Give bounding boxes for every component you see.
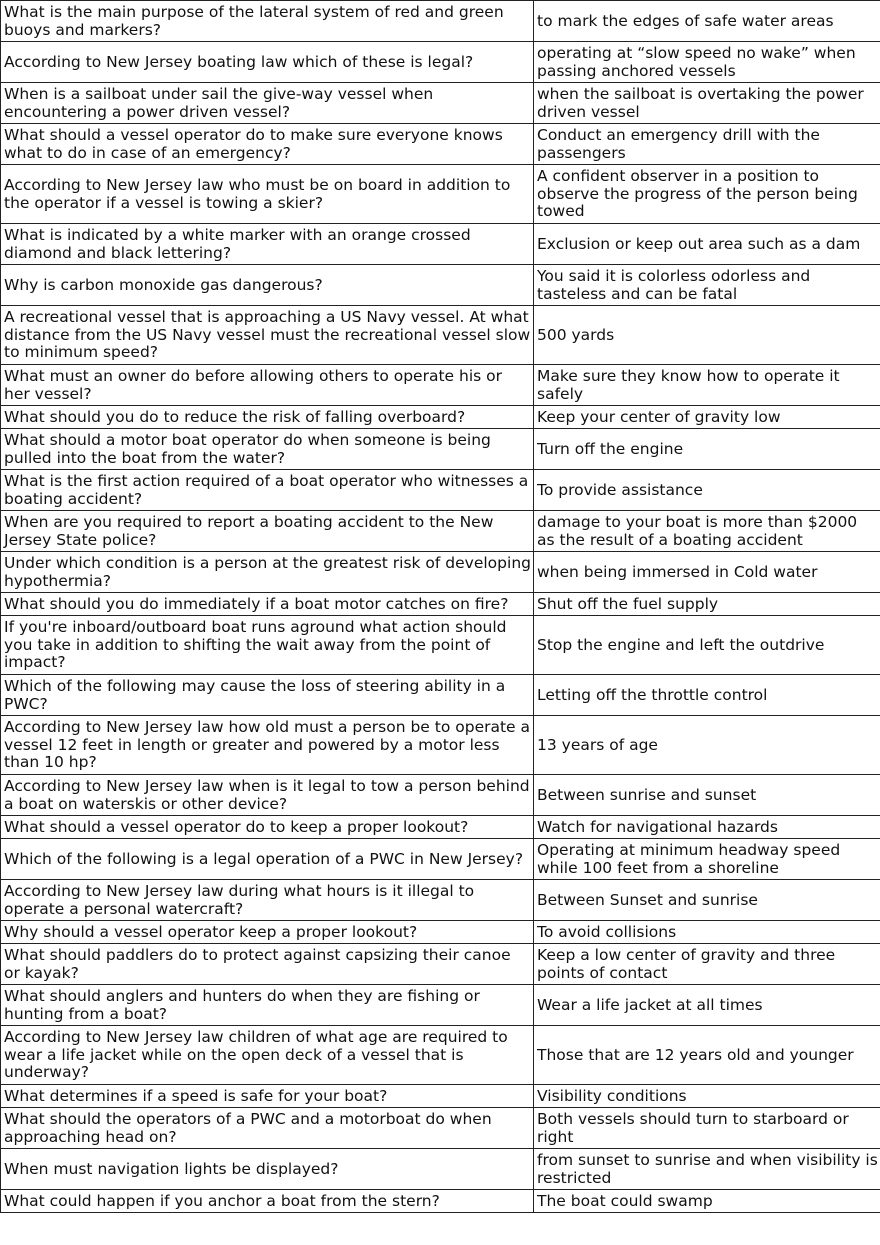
table-row [1,839,880,880]
table-row [1,83,880,124]
table-row [1,552,880,593]
question-cell: Why is carbon monoxide gas dangerous? [1,265,534,306]
table-row [1,306,880,365]
answer-cell: Stop the engine and left the outdrive [534,616,880,675]
table-row [1,880,880,921]
table-row [1,429,880,470]
answer-cell: To provide assistance [534,470,880,511]
table-row [1,944,880,985]
question-cell: What should a vessel operator do to make sure everyone knows what to do in case of an emergency? [1,124,534,165]
question-cell: What should you do to reduce the risk of falling overboard? [1,406,534,429]
question-cell: According to New Jersey boating law which of these is legal? [1,42,534,83]
question-cell: What is the first action required of a boat operator who witnesses a boating accident? [1,470,534,511]
table-row [1,716,880,775]
question-cell: What could happen if you anchor a boat from the stern? [1,1190,534,1213]
table-row [1,224,880,265]
question-cell: What should paddlers do to protect against capsizing their canoe or kayak? [1,944,534,985]
question-cell: When must navigation lights be displayed? [1,1149,534,1190]
question-cell: According to New Jersey law children of what age are required to wear a life jacket while on the open deck of a vessel that is underway? [1,1026,534,1085]
answer-cell: to mark the edges of safe water areas [534,1,880,42]
answer-cell: Between sunrise and sunset [534,775,880,816]
table-row [1,1149,880,1190]
question-cell: If you're inboard/outboard boat runs aground what action should you take in addition to shifting the wait away from the point of impact? [1,616,534,675]
answer-cell: Letting off the throttle control [534,675,880,716]
question-cell: What should a vessel operator do to keep a proper lookout? [1,816,534,839]
question-cell: A recreational vessel that is approaching a US Navy vessel. At what distance from the US Navy vessel must the recreational vessel slow to minimum speed? [1,306,534,365]
answer-cell: operating at “slow speed no wake” when passing anchored vessels [534,42,880,83]
answer-cell: Both vessels should turn to starboard or right [534,1108,880,1149]
answer-cell: To avoid collisions [534,921,880,944]
table-row [1,165,880,224]
question-cell: According to New Jersey law when is it legal to tow a person behind a boat on waterskis or other device? [1,775,534,816]
question-cell: What should anglers and hunters do when they are fishing or hunting from a boat? [1,985,534,1026]
question-cell: When are you required to report a boating accident to the New Jersey State police? [1,511,534,552]
answer-cell: Make sure they know how to operate it safely [534,365,880,406]
question-cell: What is the main purpose of the lateral system of red and green buoys and markers? [1,1,534,42]
table-row [1,1,880,42]
question-cell: What must an owner do before allowing others to operate his or her vessel? [1,365,534,406]
answer-cell: Visibility conditions [534,1085,880,1108]
answer-cell: Wear a life jacket at all times [534,985,880,1026]
table-row [1,470,880,511]
table-row [1,124,880,165]
table-row [1,1190,880,1213]
answer-cell: Keep a low center of gravity and three points of contact [534,944,880,985]
table-row [1,593,880,616]
answer-cell: You said it is colorless odorless and tasteless and can be fatal [534,265,880,306]
answer-cell: 13 years of age [534,716,880,775]
table-row [1,365,880,406]
question-cell: According to New Jersey law how old must a person be to operate a vessel 12 feet in length or greater and powered by a motor less than 10 hp? [1,716,534,775]
answer-cell: Those that are 12 years old and younger [534,1026,880,1085]
table-row [1,921,880,944]
table-row [1,616,880,675]
table-row [1,511,880,552]
answer-cell: when the sailboat is overtaking the power driven vessel [534,83,880,124]
answer-cell: Keep your center of gravity low [534,406,880,429]
question-cell: Under which condition is a person at the greatest risk of developing hypothermia? [1,552,534,593]
question-cell: What is indicated by a white marker with an orange crossed diamond and black lettering? [1,224,534,265]
table-row [1,816,880,839]
table-row [1,775,880,816]
question-cell: Why should a vessel operator keep a proper lookout? [1,921,534,944]
answer-cell: A confident observer in a position to observe the progress of the person being towed [534,165,880,224]
table-row [1,42,880,83]
table-row [1,1026,880,1085]
answer-cell: Shut off the fuel supply [534,593,880,616]
question-cell: When is a sailboat under sail the give-way vessel when encountering a power driven vessel? [1,83,534,124]
answer-cell: Between Sunset and sunrise [534,880,880,921]
question-cell: What should the operators of a PWC and a motorboat do when approaching head on? [1,1108,534,1149]
answer-cell: Exclusion or keep out area such as a dam [534,224,880,265]
question-cell: According to New Jersey law who must be on board in addition to the operator if a vessel is towing a skier? [1,165,534,224]
table-row [1,1108,880,1149]
answer-cell: from sunset to sunrise and when visibility is restricted [534,1149,880,1190]
question-cell: According to New Jersey law during what hours is it illegal to operate a personal watercraft? [1,880,534,921]
question-cell: What determines if a speed is safe for your boat? [1,1085,534,1108]
answer-cell: Turn off the engine [534,429,880,470]
answer-cell: Operating at minimum headway speed while 100 feet from a shoreline [534,839,880,880]
table-row [1,265,880,306]
question-cell: Which of the following is a legal operation of a PWC in New Jersey? [1,839,534,880]
table-row [1,406,880,429]
question-cell: What should a motor boat operator do when someone is being pulled into the boat from the water? [1,429,534,470]
question-cell: Which of the following may cause the loss of steering ability in a PWC? [1,675,534,716]
answer-cell: The boat could swamp [534,1190,880,1213]
answer-cell: damage to your boat is more than $2000 as the result of a boating accident [534,511,880,552]
answer-cell: Conduct an emergency drill with the passengers [534,124,880,165]
answer-cell: when being immersed in Cold water [534,552,880,593]
table-row [1,985,880,1026]
table-row [1,675,880,716]
question-cell: What should you do immediately if a boat motor catches on fire? [1,593,534,616]
table-row [1,1085,880,1108]
answer-cell: Watch for navigational hazards [534,816,880,839]
answer-cell: 500 yards [534,306,880,365]
